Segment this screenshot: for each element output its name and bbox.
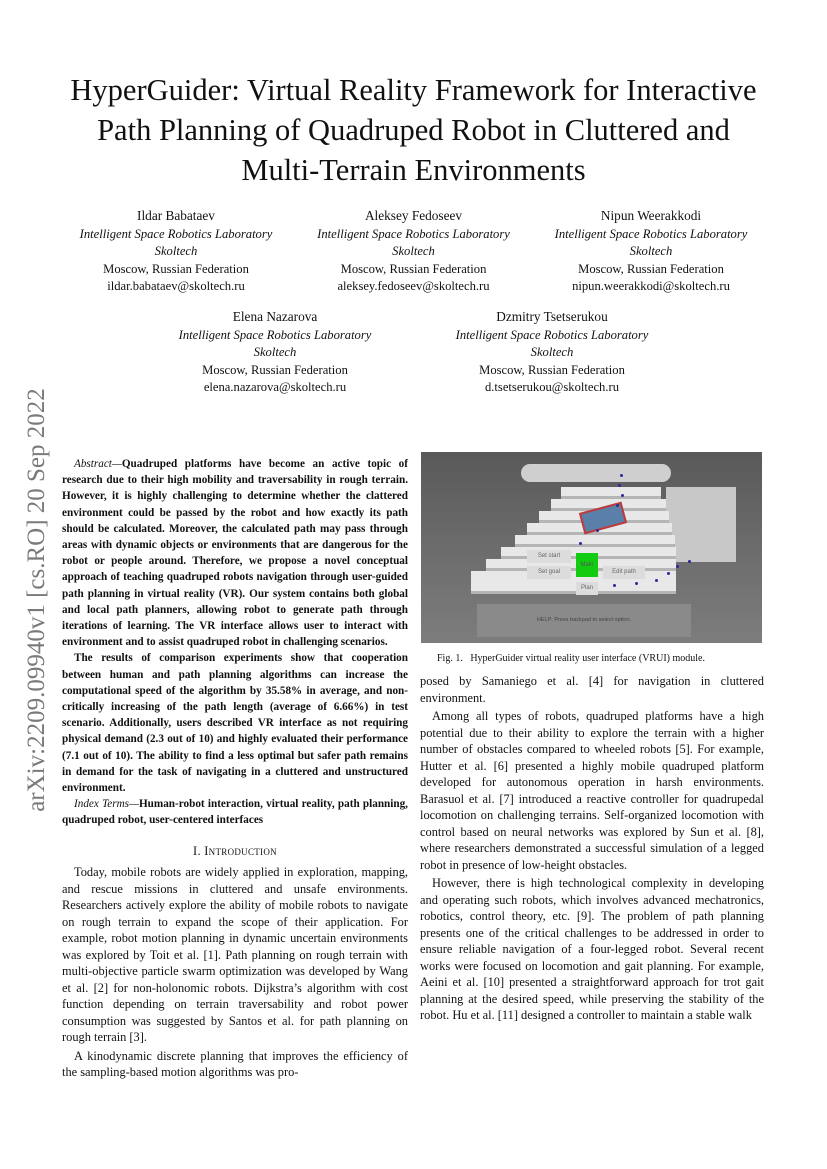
author-row-1 [60, 207, 767, 295]
author-institution: Skoltech [154, 244, 198, 259]
index-terms-label: Index Terms— [74, 798, 139, 811]
figure-caption: Fig. 1. HyperGuider virtual reality user interface (VRUI) module. [437, 653, 705, 664]
right-column [420, 452, 764, 1024]
author-block [60, 207, 292, 295]
pipe-graphic [521, 464, 671, 482]
author-name: Aleksey Fedoseev [364, 208, 463, 223]
introduction-section [62, 843, 408, 1081]
body-paragraph: However, there is high technological complexity in developing and operating such robots, which involves advanced mechatronics, robotics, control theory, etc. [9]. The problem of path planning presents one of the critical challenges to be addressed in order to ensure reliable navigation of a four-legged robot. Several recent works were focused on locomotion and gait planning. For example, Aeini et al. [10] presented a straightforward approach for trot gait planning at the desired speed, while preserving the stability of the robot. Hu et al. [11] designed a controller to maintain a stable walk [420, 876, 764, 1022]
author-block [159, 308, 391, 396]
abstract [62, 456, 408, 829]
author-email[interactable]: aleksey.fedoseev@skoltech.ru [337, 278, 490, 293]
vr-main-button: Main [576, 553, 598, 577]
author-email[interactable]: nipun.weerakkodi@skoltech.ru [572, 278, 730, 293]
author-location: Moscow, Russian Federation [340, 261, 487, 276]
author-name: Ildar Babataev [137, 208, 215, 223]
right-column-text [420, 673, 764, 1024]
author-email[interactable]: ildar.babataev@skoltech.ru [107, 278, 245, 293]
author-row-2 [60, 308, 767, 396]
section-heading: I. Introduction [193, 843, 277, 858]
author-name: Dzmitry Tsetserukou [496, 309, 608, 325]
author-institution: Skoltech [530, 345, 574, 360]
vr-plan-button: Plan [576, 582, 598, 595]
platform-graphic [666, 487, 736, 562]
author-institution: Skoltech [253, 345, 297, 360]
authors-section [60, 207, 767, 396]
author-location: Moscow, Russian Federation [479, 362, 625, 377]
index-terms-text: Human-robot interaction, virtual reality, path planning, quadruped robot, user-centered interfaces [62, 798, 408, 827]
author-affiliation: Intelligent Space Robotics Laboratory [178, 328, 372, 343]
author-institution: Skoltech [629, 244, 673, 259]
body-paragraph: posed by Samaniego et al. [4] for navigation in cluttered environment. [420, 674, 764, 705]
author-institution: Skoltech [392, 244, 435, 259]
arxiv-identifier: arXiv:2209.09940v1 [cs.RO] 20 Sep 2022 [23, 388, 50, 812]
author-location: Moscow, Russian Federation [202, 362, 348, 377]
abstract-paragraph: The results of comparison experiments show that cooperation between human and path planning algorithms can increase the computational speed of the algorithm by 35.58% in average, and non-critically increasing of the path length (average of 6.66%) in test scenario. Additionally, users described VR interface as not requiring physical demand (2.3 out of 10) and highly evaluated their performance (7.1 out of 10). The ability to find a less optimal but safer path remains in demand for the task of navigating in a cluttered and unstructured environment. [62, 652, 408, 795]
vr-edit-path-button: Edit path [603, 566, 645, 579]
author-location: Moscow, Russian Federation [103, 261, 249, 276]
author-affiliation: Intelligent Space Robotics Laboratory [455, 328, 649, 343]
left-column [62, 456, 408, 1081]
author-email[interactable]: elena.nazarova@skoltech.ru [203, 379, 347, 394]
author-affiliation: Intelligent Space Robotics Laboratory [79, 227, 273, 242]
author-email[interactable]: d.tsetserukou@skoltech.ru [484, 379, 619, 394]
body-paragraph: A kinodynamic discrete planning that improves the efficiency of the sampling-based motion algorithms was pro- [62, 1048, 408, 1080]
author-block [535, 207, 767, 295]
vr-help-panel: HELP: Press trackpad to select option. [477, 604, 691, 637]
author-block [436, 308, 668, 396]
index-terms [62, 796, 408, 828]
abstract-paragraph [62, 456, 408, 650]
abstract-label: Abstract— [74, 458, 122, 470]
author-name: Elena Nazarova [232, 309, 318, 325]
vr-set-goal-button: Set goal [527, 566, 571, 579]
author-affiliation: Intelligent Space Robotics Laboratory [554, 227, 748, 242]
author-block [298, 207, 530, 295]
body-paragraph: Today, mobile robots are widely applied in exploration, mapping, and rescue missions in cluttered and unsafe environments. Researchers actively explore the ability of mobile robots to navigate on rough terrain to expand the scope of their application. For example, robot motion planning in dynamic uncertain environments was explored by Toit et al. [1]. Path planning on rough terrain with multi-objective particle swarm optimization was developed by Wang et al. [2] for non-holonomic robots. Dijkstra’s algorithm with cost function depending on terrain traversability and robot power consumption was suggested by Santos et al. for path planning on rough terrain [3]. [62, 865, 408, 1045]
figure-vrui-screenshot [421, 452, 762, 643]
author-location: Moscow, Russian Federation [578, 261, 724, 276]
abstract-text: Quadruped platforms have become an active topic of research due to their high mobility and traversability in rough terrain. However, it is highly challenging to determine whether the clattered environment could be passed by the robot and how exactly its path should be calculated. Moreover, the calculated path may pass through areas with dynamic objects or environments that are dangerous for the robot or people around. Therefore, we propose a novel conceptual approach of teaching quadruped robots navigation through user-guided path planning in virtual reality (VR). Our system contains both global and local path planners, allowing robot to generate path through iterations of learning. The VR interface allows user to interact with environment and to assist quadruped robot in challenging scenarios. [62, 458, 408, 649]
author-affiliation: Intelligent Space Robotics Laboratory [317, 227, 510, 242]
vr-set-start-button: Set start [527, 550, 571, 563]
body-paragraph: Among all types of robots, quadruped platforms have a high potential due to their ability to explore the terrain with a higher number of obstacles compared to wheeled robots [5]. For example, Hutter et al. [6] presented a highly mobile quadruped platform developed for autonomous operation in harsh environments. Barasuol et al. [7] introduced a reactive controller for quadrupedal locomotion on challenging terrains. Self-organized locomotion with control based on neural networks was explored by Sun et al. [8], where researchers demonstrated a successful simulation of a legged robot in presence of low-height obstacles. [420, 709, 764, 872]
paper-title: HyperGuider: Virtual Reality Framework for Interactive Path Planning of Quadruped Robot in Cluttered and Multi-Terrain Environments [70, 73, 757, 187]
author-name: Nipun Weerakkodi [600, 208, 702, 223]
